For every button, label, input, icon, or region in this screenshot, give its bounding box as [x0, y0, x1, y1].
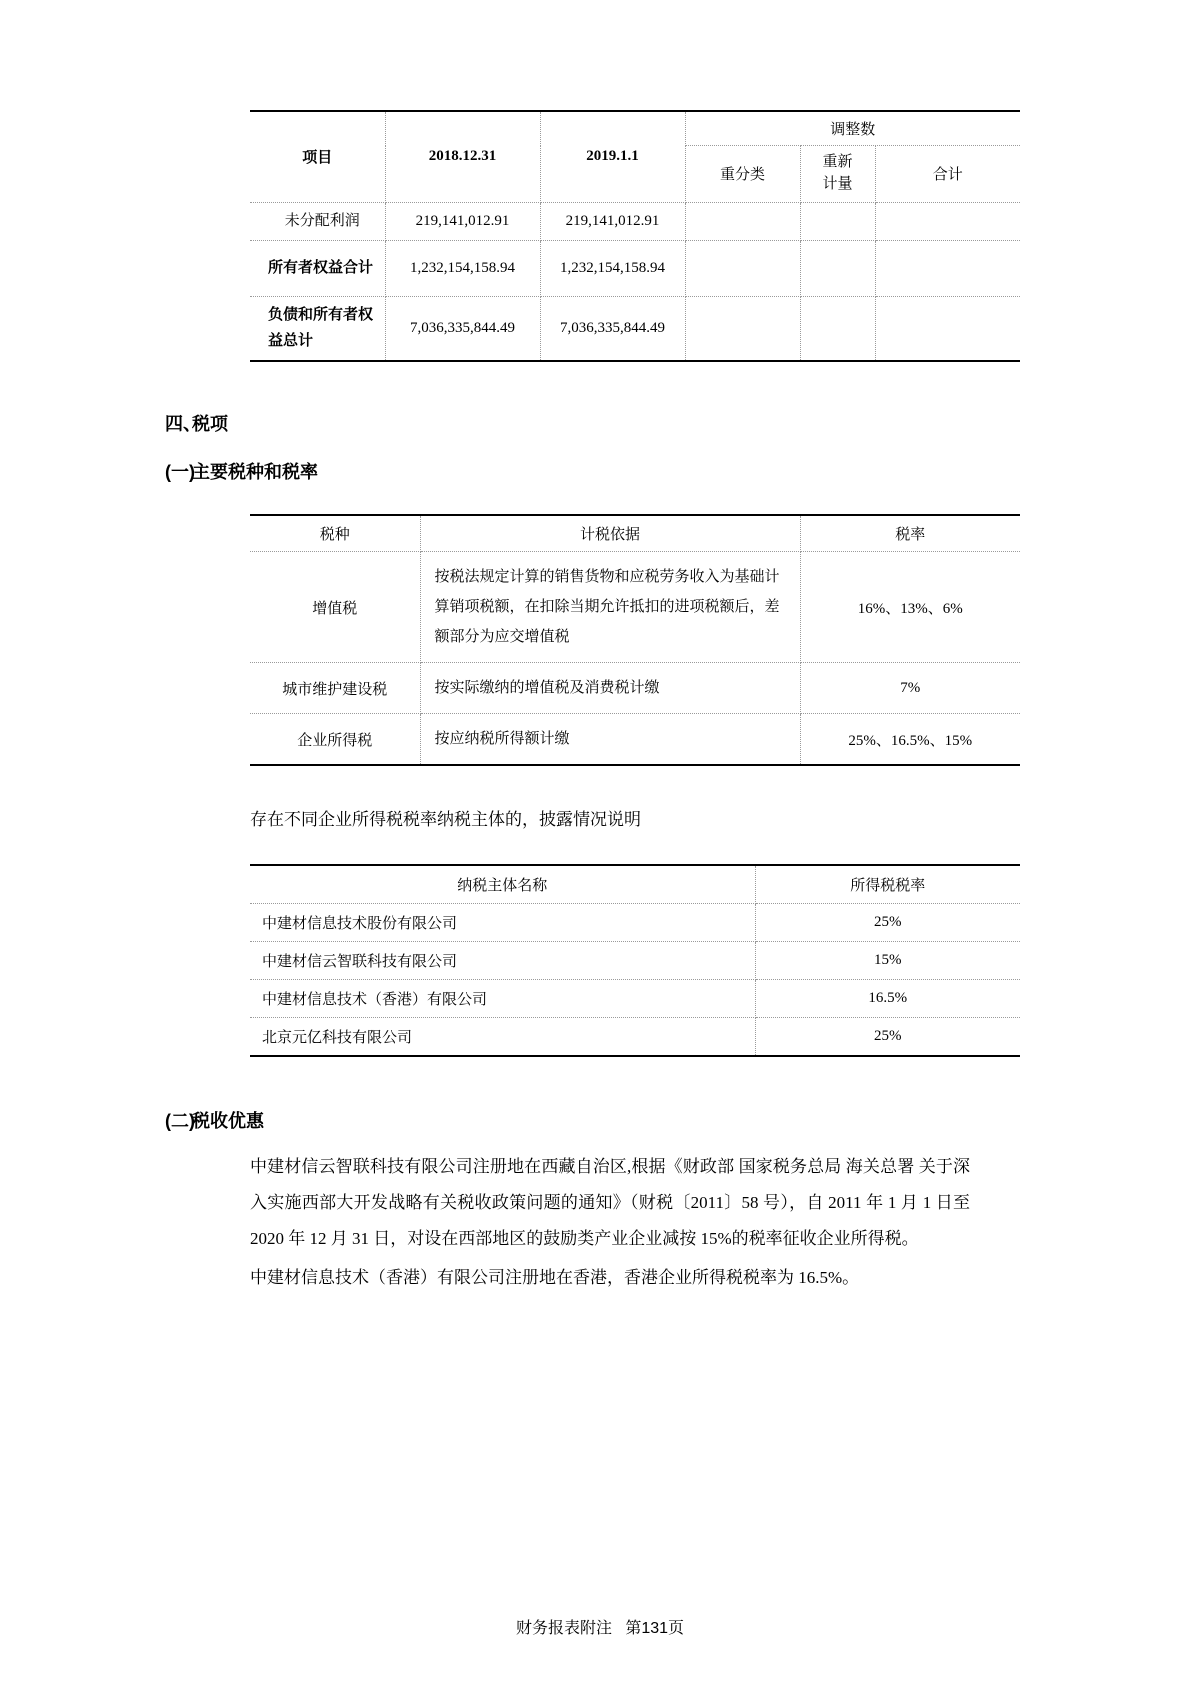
entity-rate: 25%: [755, 904, 1020, 942]
row-reclass: [685, 297, 800, 362]
header-entity-name: 纳税主体名称: [250, 865, 755, 904]
disclosure-note: 存在不同企业所得税税率纳税主体的，披露情况说明: [250, 810, 641, 829]
table-row: [250, 714, 1020, 766]
table-row: [250, 202, 1020, 241]
row-value-2018: 1,232,154,158.94: [385, 241, 540, 297]
row-total: [875, 241, 1020, 297]
table-row: [250, 552, 1020, 663]
entity-tax-rate-table: [250, 864, 1020, 1057]
row-label: 未分配利润: [250, 202, 385, 241]
tax-rate: 16%、13%、6%: [800, 552, 1020, 663]
header-total: 合计: [875, 146, 1020, 203]
page-footer: [0, 1615, 1200, 1638]
subsection-two-marker: (二): [165, 1111, 195, 1132]
section-heading-four: [120, 410, 1080, 436]
tax-benefit-paragraph-2: 中建材信息技术（香港）有限公司注册地在香港，香港企业所得税税率为 16.5%。: [250, 1268, 860, 1288]
table-row: [250, 297, 1020, 362]
row-value-2019: 1,232,154,158.94: [540, 241, 685, 297]
row-value-2019: 219,141,012.91: [540, 202, 685, 241]
header-remeasure: 重新 计量: [800, 146, 875, 203]
table-header-row: [250, 865, 1020, 904]
header-tax-basis: 计税依据: [420, 515, 800, 552]
tax-rate: 25%、16.5%、15%: [800, 714, 1020, 766]
table-row: [250, 241, 1020, 297]
subsection-one-title: 主要税种和税率: [192, 462, 318, 482]
equity-adjustment-table: [250, 110, 1020, 362]
entity-rate: 25%: [755, 1018, 1020, 1057]
section-four-marker: 四、: [165, 414, 201, 434]
entity-rate: 16.5%: [755, 980, 1020, 1018]
row-reclass: [685, 241, 800, 297]
tax-basis: 按税法规定计算的销售货物和应税劳务收入为基础计算销项税额，在扣除当期允许抵扣的进项税额后，差额部分为应交增值税: [420, 552, 800, 663]
tax-type: 增值税: [250, 552, 420, 663]
row-total: [875, 297, 1020, 362]
tax-rate: 7%: [800, 663, 1020, 714]
row-value-2019: 7,036,335,844.49: [540, 297, 685, 362]
row-value-2018: 7,036,335,844.49: [385, 297, 540, 362]
table-row: [250, 663, 1020, 714]
entity-name: 中建材信息技术股份有限公司: [250, 904, 755, 942]
table-header-row: [250, 111, 1020, 146]
header-item: 项目: [250, 111, 385, 202]
header-entity-rate: 所得税税率: [755, 865, 1020, 904]
subsection-one-marker: (一): [165, 462, 195, 482]
tax-type: 企业所得税: [250, 714, 420, 766]
header-2018: 2018.12.31: [385, 111, 540, 202]
row-remeasure: [800, 297, 875, 362]
header-2019: 2019.1.1: [540, 111, 685, 202]
entity-name: 中建材信息技术（香港）有限公司: [250, 980, 755, 1018]
row-label: 所有者权益合计: [250, 241, 385, 297]
header-tax-rate: 税率: [800, 515, 1020, 552]
table-row: [250, 942, 1020, 980]
header-adjustment-group: 调整数: [685, 111, 1020, 146]
tax-type: 城市维护建设税: [250, 663, 420, 714]
table-header-row: [250, 515, 1020, 552]
row-remeasure: [800, 241, 875, 297]
tax-basis: 按实际缴纳的增值税及消费税计缴: [420, 663, 800, 714]
table-row: [250, 980, 1020, 1018]
entity-rate: 15%: [755, 942, 1020, 980]
row-reclass: [685, 202, 800, 241]
entity-name: 北京元亿科技有限公司: [250, 1018, 755, 1057]
footer-label: 财务报表附注: [515, 1620, 612, 1637]
row-label: 负债和所有者权益总计: [250, 297, 385, 362]
entity-name: 中建材信云智联科技有限公司: [250, 942, 755, 980]
table-row: [250, 1018, 1020, 1057]
footer-page-number: 第131页: [625, 1620, 685, 1637]
table-row: [250, 904, 1020, 942]
subsection-heading-one: [120, 458, 1080, 484]
tax-benefit-paragraph-1: 中建材信云智联科技有限公司注册地在西藏自治区,根据《财政部 国家税务总局 海关总署 关于深入实施西部大开发战略有关税收政策问题的通知》（财税〔2011〕58 号），自 2011 年 1 月 1 日至 2020 年 12 月 31 日，对设在西部地区的鼓励类产业企业减按 15%的税率征收企业所得税。: [250, 1157, 970, 1248]
row-total: [875, 202, 1020, 241]
row-value-2018: 219,141,012.91: [385, 202, 540, 241]
subsection-two-title: 税收优惠: [192, 1111, 264, 1132]
tax-types-table: [250, 514, 1020, 766]
tax-basis: 按应纳税所得额计缴: [420, 714, 800, 766]
subsection-heading-two: [120, 1107, 1080, 1133]
header-reclass: 重分类: [685, 146, 800, 203]
header-tax-type: 税种: [250, 515, 420, 552]
row-remeasure: [800, 202, 875, 241]
section-four-title: 税项: [192, 414, 228, 434]
